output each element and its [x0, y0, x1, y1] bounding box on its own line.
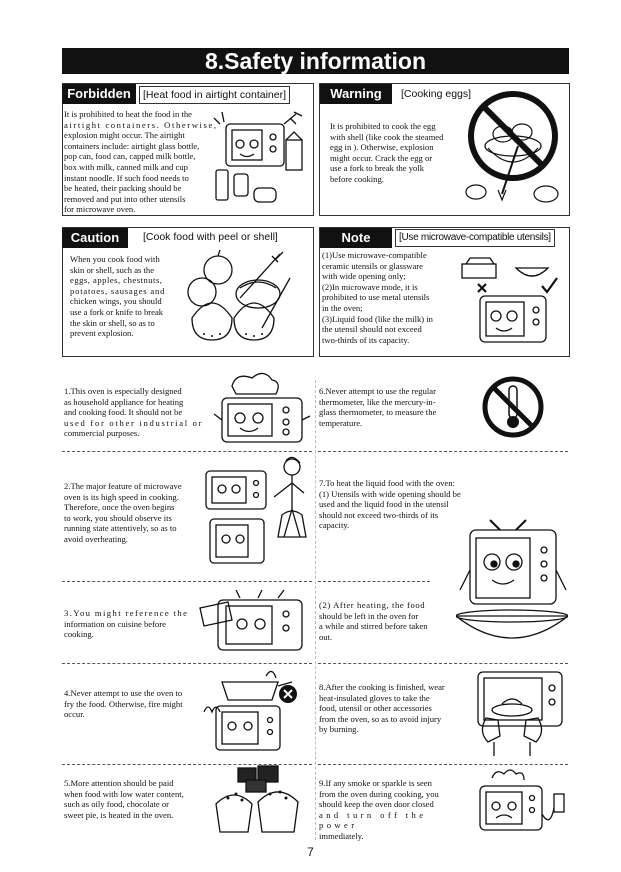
item-9-line: should keep the oven door closed: [319, 799, 434, 810]
no-eggs-illustration: [458, 86, 568, 214]
item-3-text: [64, 608, 194, 640]
caution-line: use a fork or knife to break: [70, 306, 164, 317]
item-7-line: used and the liquid food in the utensil: [319, 499, 449, 510]
item-8-line: heat-insulated gloves to take the: [319, 692, 430, 703]
item-6-line: thermometer, like the mercury-in-: [319, 396, 436, 407]
item-8-line: food, utensil or other accessories: [319, 703, 432, 714]
chocolate-muffins-illustration: [212, 764, 308, 838]
item-8-line: 8.After the cooking is finished, wear: [319, 682, 445, 692]
warning-text: [330, 121, 460, 185]
divider: [62, 451, 312, 452]
note-line: (3)Liquid food (like the milk) in: [322, 313, 433, 324]
caution-line: chicken wings, you should: [70, 296, 162, 307]
item-7-line: 7.To heat the liquid food with the oven:: [319, 478, 455, 488]
caution-heading: [Cook food with peel or shell]: [140, 229, 281, 245]
forbidden-line: be heated, their packing should be: [64, 183, 182, 194]
item-7b-line: out.: [319, 631, 333, 642]
item-2-line: running state attentively, so as to: [64, 523, 177, 534]
item-1-line: as household appliance for heating: [64, 396, 184, 407]
warning-line: use a fork to break the yolk: [330, 163, 425, 174]
item-7b-line: should be left in the oven for: [319, 610, 419, 621]
warning-heading: [Cooking eggs]: [398, 86, 474, 102]
item-4-text: [64, 688, 206, 720]
item-5-line: 5.More attention should be paid: [64, 778, 174, 788]
item-2-line: to work, you should observe its: [64, 512, 172, 523]
oven-heating-liquid-illustration: [456, 510, 568, 660]
forbidden-heading: [Heat food in airtight container]: [139, 86, 290, 104]
item-4-line: fry the food. Otherwise, fire might: [64, 698, 183, 709]
caution-line: prevent explosion.: [70, 328, 134, 339]
note-text: [322, 250, 462, 345]
item-2-line: avoid overheating.: [64, 533, 128, 544]
item-1-line: 1.This oven is especially designed: [64, 386, 182, 396]
forbidden-line: pop can, food can, capped milk bottle,: [64, 151, 196, 162]
warning-line: before cooking.: [330, 173, 384, 184]
airtight-containers-illustration: [210, 104, 312, 214]
divider: [62, 581, 312, 582]
warning-line: with shell (like cook the steamed: [330, 131, 444, 142]
frying-pan-oven-illustration: [200, 666, 310, 756]
item-3-line: information on cuisine before: [64, 618, 166, 629]
page-title: 8.Safety information: [62, 48, 569, 74]
item-5-line: when food with low water content,: [64, 788, 184, 799]
item-7b-line: a while and stirred before taken: [319, 621, 428, 632]
forbidden-line: It is prohibited to heat the food in the: [64, 109, 192, 119]
caution-line: eggs, apples, chestnuts,: [70, 275, 163, 286]
item-7-line: (1) Utensils with wide opening should be: [319, 488, 461, 499]
item-9-line: from the oven during cooking, you: [319, 788, 439, 799]
oven-with-cookbook-illustration: [198, 586, 310, 658]
item-2-text: [64, 481, 204, 545]
item-6-line: 6.Never attempt to use the regular: [319, 386, 436, 396]
note-line: the utensil should not exceed: [322, 324, 422, 335]
note-line: ceramic utensils or glassware: [322, 260, 423, 271]
item-2-line: Therefore, once the oven begins: [64, 502, 175, 513]
item-4-line: occur.: [64, 709, 85, 720]
caution-line: potatoes, sausages and: [70, 285, 166, 296]
forbidden-line: for microwave oven.: [64, 204, 136, 215]
item-5-line: such as oily food, chocolate or: [64, 799, 170, 810]
caution-line: When you cook food with: [70, 254, 160, 264]
item-7b-text: [319, 600, 454, 642]
item-2-line: 2.The major feature of microwave: [64, 481, 182, 491]
note-line: in the oven;: [322, 302, 363, 313]
divider: [318, 451, 568, 452]
item-3-line: cooking.: [64, 629, 94, 640]
compatible-utensils-illustration: [456, 250, 568, 354]
item-7b-line: (2) After heating, the food: [319, 600, 426, 610]
item-8-line: from the oven, so as to avoid injury: [319, 713, 442, 724]
warning-line: It is prohibited to cook the egg: [330, 121, 436, 131]
divider: [62, 663, 312, 664]
item-9-line: and turn off the power: [319, 809, 427, 831]
caution-line: skin or shell, such as the: [70, 264, 155, 275]
forbidden-line: containers include: airtight glass bottle,: [64, 140, 200, 151]
forbidden-line: box with milk, canned milk and cup: [64, 161, 188, 172]
item-9-line: 9.If any smoke or sparkle is seen: [319, 778, 432, 788]
warning-line: might occur. Crack the egg or: [330, 152, 433, 163]
forbidden-label: Forbidden: [62, 84, 136, 104]
item-9-text: [319, 778, 469, 842]
smoking-oven-unplug-illustration: [472, 764, 568, 840]
note-line: with wide opening only;: [322, 271, 406, 282]
item-1-text: [64, 386, 214, 439]
warning-label: Warning: [320, 84, 392, 104]
forbidden-line: instant noodle. If such food needs to: [64, 172, 189, 183]
caution-text: [70, 254, 178, 339]
item-6-text: [319, 386, 469, 428]
note-heading: [Use microwave-compatible utensils]: [395, 229, 555, 247]
caution-line: the skin or shell, so as to: [70, 317, 155, 328]
note-line: two-thirds of its capacity.: [322, 334, 410, 345]
column-divider: [315, 380, 316, 840]
woman-watching-oven-illustration: [202, 455, 312, 575]
note-line: (1)Use microwave-compatible: [322, 250, 427, 260]
item-1-line: used for other industrial or: [64, 417, 204, 428]
note-line: prohibited to use metal utensils: [322, 292, 430, 303]
item-5-text: [64, 778, 214, 820]
item-5-line: sweet pie, is heated in the oven.: [64, 809, 174, 820]
item-1-line: commercial purposes.: [64, 428, 140, 439]
item-2-line: oven is its high speed in cooking.: [64, 491, 179, 502]
gloves-taking-food-illustration: [472, 664, 568, 760]
divider: [318, 581, 430, 582]
item-7-line: capacity.: [319, 520, 350, 531]
forbidden-line: airtight containers. Otherwise,: [64, 119, 218, 130]
item-8-line: by burning.: [319, 724, 359, 735]
item-4-line: 4.Never attempt to use the oven to: [64, 688, 183, 698]
caution-label: Caution: [62, 228, 128, 248]
note-label: Note: [320, 228, 392, 248]
item-8-text: [319, 682, 469, 735]
forbidden-line: removed and put into other utensils: [64, 193, 186, 204]
forbidden-line: explosion might occur. The airtight: [64, 130, 185, 141]
item-9-line: immediately.: [319, 830, 364, 841]
item-1-line: and cooking food. It should not be: [64, 407, 183, 418]
warning-line: egg in ). Otherwise, explosion: [330, 142, 434, 153]
no-thermometer-icon: [480, 374, 546, 440]
happy-oven-chef-illustration: [212, 370, 312, 450]
note-line: (2)In microwave mode, it is: [322, 281, 418, 292]
item-6-line: glass thermometer, to measure the: [319, 407, 437, 418]
item-3-line: 3.You might reference the: [64, 608, 189, 618]
item-7-line: should not exceed two-thirds of its: [319, 509, 439, 520]
peel-shell-food-illustration: [180, 248, 310, 354]
page-number: 7: [307, 845, 314, 859]
item-6-line: temperature.: [319, 417, 363, 428]
